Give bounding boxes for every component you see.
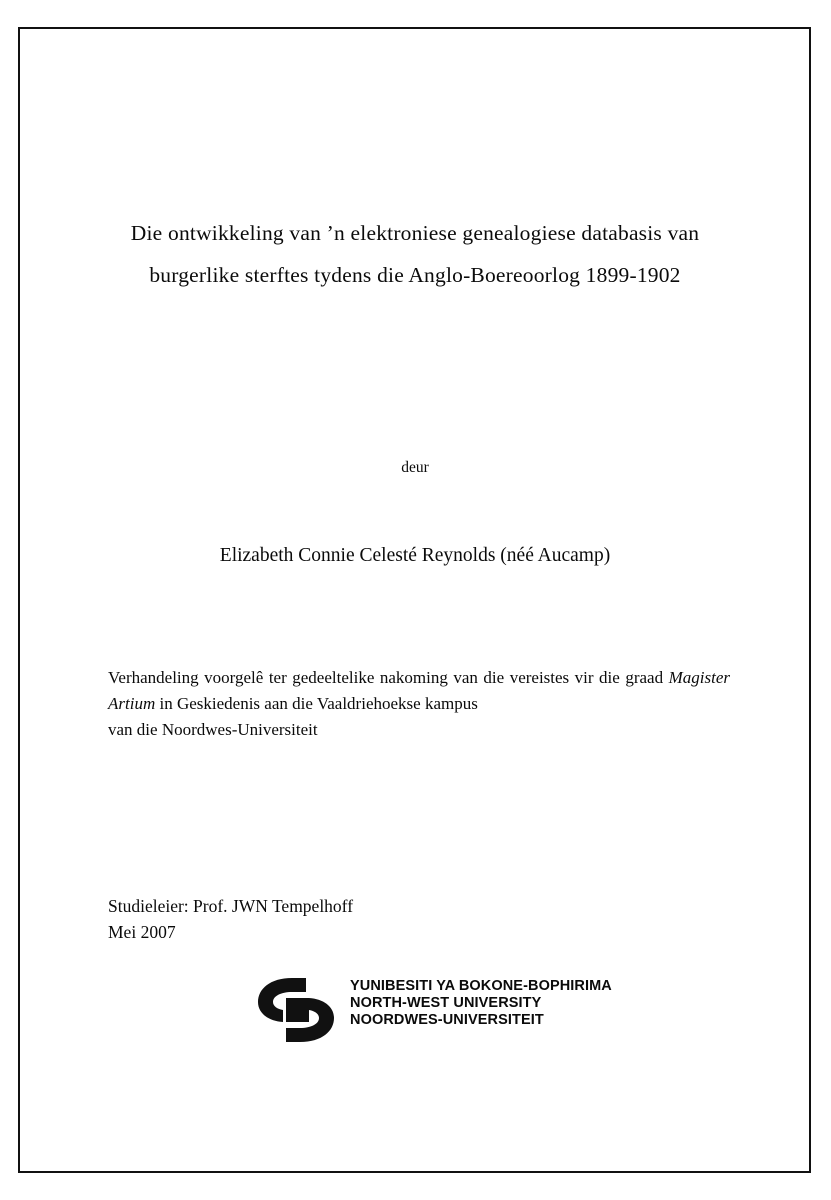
statement-line-2-suffix: in Geskiedenis aan die Vaaldriehoekse kampus — [155, 694, 478, 713]
logo-text-line-1: YUNIBESITI YA BOKONE-BOPHIRIMA — [350, 978, 612, 994]
author-name: Elizabeth Connie Celesté Reynolds (néé Aucamp) — [219, 545, 611, 566]
title-line-2: burgerlike sterftes tydens die Anglo-Boereoorlog 1899-1902 — [149, 263, 681, 287]
statement-line-3: van die Noordwes-Universiteit — [108, 720, 318, 739]
supervisor-line: Studieleier: Prof. JWN Tempelhoff — [108, 896, 354, 916]
university-logo-block — [250, 972, 670, 1048]
logo-text-line-3: NOORDWES-UNIVERSITEIT — [350, 1012, 544, 1028]
title-line-1: Die ontwikkeling van ’n elektroniese genealogiese databasis van — [130, 221, 700, 245]
degree-statement — [108, 665, 730, 743]
north-west-university-logo-icon — [250, 972, 342, 1048]
author-label: deur — [401, 459, 429, 476]
page-title — [100, 212, 730, 296]
date-line: Mei 2007 — [108, 922, 176, 942]
logo-text-line-2: NORTH-WEST UNIVERSITY — [350, 995, 542, 1011]
statement-line-1: Verhandeling voorgelê ter gedeeltelike nakoming van die vereistes vir die — [108, 668, 620, 687]
university-logo-text — [350, 978, 612, 1029]
statement-line-2-prefix: graad — [625, 668, 669, 687]
degree-name: Magister Artium — [108, 668, 730, 713]
page-content — [100, 27, 730, 1173]
